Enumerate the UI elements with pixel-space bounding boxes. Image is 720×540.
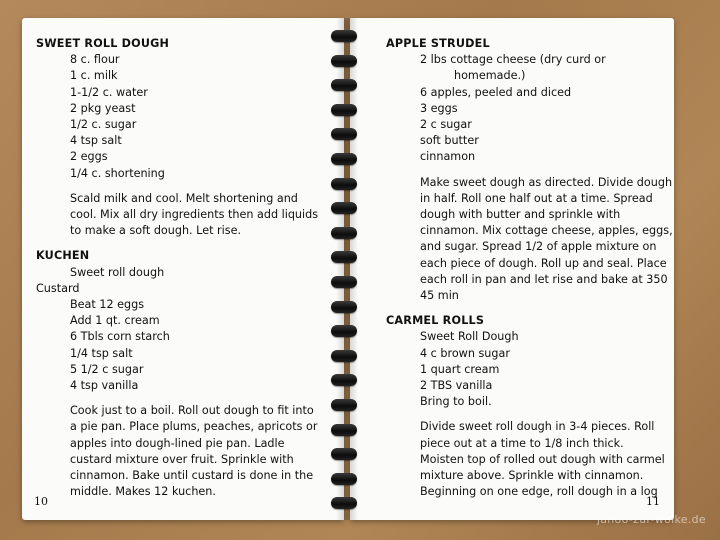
binding-coil [331, 325, 357, 337]
directions-paragraph [386, 419, 666, 500]
ingredient-line: 1 quart cream [420, 362, 500, 376]
direction-line: each piece of dough. Roll up and seal. Place [420, 256, 667, 270]
direction-line: dough with butter and sprinkle with [420, 208, 621, 222]
ingredient-line: 1/4 c. shortening [70, 166, 165, 180]
ingredient-line: 2 c sugar [420, 118, 472, 132]
direction-line: cinnamon. Bake until custard is done in the [70, 469, 314, 483]
recipe-title-sweet-roll-dough: SWEET ROLL DOUGH [36, 37, 170, 50]
direction-line: cinnamon. Mix cottage cheese, apples, eggs, [420, 224, 673, 238]
binding-coil [331, 202, 357, 214]
left-page [22, 18, 344, 520]
ingredient-line: 1/4 tsp salt [70, 346, 133, 360]
binding-coil [331, 227, 357, 239]
direction-line: Beginning on one edge, roll dough in a log [420, 485, 658, 499]
ingredient-line: 5 1/2 c sugar [70, 362, 144, 376]
binding-coil [331, 128, 357, 140]
ingredient-line: 2 pkg yeast [70, 101, 136, 115]
ingredient-line: Add 1 qt. cream [70, 314, 160, 328]
ingredient-line: 1 c. milk [70, 69, 118, 83]
right-page [350, 18, 674, 520]
ingredient-line: 4 tsp salt [70, 134, 122, 148]
directions-paragraph [36, 403, 336, 500]
ingredient-line: 2 lbs cottage cheese (dry curd or [420, 53, 606, 67]
ingredient-line: 2 TBS vanilla [420, 379, 493, 393]
directions-paragraph [386, 175, 673, 305]
binding-coil [331, 251, 357, 263]
binding-coil [331, 104, 357, 116]
ingredient-line: 4 tsp vanilla [70, 379, 139, 393]
ingredient-list [36, 297, 336, 394]
subheading-custard: Custard [36, 281, 80, 295]
binding-coil [331, 350, 357, 362]
ingredient-line: Beat 12 eggs [70, 298, 145, 312]
direction-line: piece out at a time to 1/8 inch thick. [420, 436, 624, 450]
direction-line: each roll in pan and let rise and bake at 350 [420, 272, 668, 286]
ingredient-line: homemade.) [454, 69, 526, 83]
binding-coil [331, 424, 357, 436]
direction-line: 45 min [420, 289, 459, 303]
ingredient-line: 6 Tbls corn starch [70, 330, 170, 344]
direction-line: Divide sweet roll dough in 3-4 pieces. Roll [420, 420, 655, 434]
binding-coil [331, 153, 357, 165]
directions-paragraph [36, 191, 336, 240]
direction-line: to make a soft dough. Let rise. [70, 224, 242, 238]
binding-coil [331, 30, 357, 42]
ingredient-line: Sweet Roll Dough [420, 330, 519, 344]
direction-line: custard mixture over fruit. Sprinkle with [70, 452, 294, 466]
ingredient-line: 4 c brown sugar [420, 346, 510, 360]
ingredient-line: 3 eggs [420, 101, 458, 115]
ingredient-line: 1-1/2 c. water [70, 85, 148, 99]
ingredient-list [386, 329, 666, 410]
direction-line: and sugar. Spread 1/2 of apple mixture on [420, 240, 657, 254]
direction-line: Scald milk and cool. Melt shortening and [70, 191, 298, 205]
direction-line: cool. Mix all dry ingredients then add liquids [70, 208, 319, 222]
watermark: janoo-zur-wolke.de [596, 513, 706, 526]
ingredient-line: 6 apples, peeled and diced [420, 85, 572, 99]
ingredient-line: Bring to boil. [420, 395, 492, 409]
ingredient-list [386, 52, 666, 165]
base-ingredient: Sweet roll dough [70, 265, 165, 279]
ingredient-line: cinnamon [420, 150, 476, 164]
binding-coil [331, 374, 357, 386]
binding-coil [331, 473, 357, 485]
direction-line: apples into dough-lined pie pan. Ladle [70, 436, 285, 450]
binding-coil [331, 178, 357, 190]
recipe-title-carmel-rolls: CARMEL ROLLS [386, 314, 485, 328]
page-number: 10 [34, 495, 48, 508]
ingredient-line: 1/2 c. sugar [70, 118, 137, 132]
binding-coil [331, 399, 357, 411]
direction-line: middle. Makes 12 kuchen. [70, 485, 216, 499]
ingredient-line: 8 c. flour [70, 53, 120, 67]
page-number: 11 [646, 495, 660, 508]
direction-line: Make sweet dough as directed. Divide dough [420, 175, 673, 189]
spiral-binding [331, 22, 365, 522]
direction-line: Moisten top of rolled out dough with carmel [420, 452, 665, 466]
direction-line: Cook just to a boil. Roll out dough to fit into [70, 404, 314, 418]
binding-coil [331, 448, 357, 460]
direction-line: in half. Roll one half out at a time. Spread [420, 191, 653, 205]
direction-line: mixture above. Sprinkle with cinnamon. [420, 469, 644, 483]
binding-coil [331, 276, 357, 288]
ingredient-list [36, 52, 336, 182]
binding-coil [331, 55, 357, 67]
recipe-title-kuchen: KUCHEN [36, 249, 90, 263]
recipe-title-apple-strudel: APPLE STRUDEL [386, 37, 490, 50]
binding-coil [331, 497, 357, 509]
left-page-content [36, 36, 336, 500]
right-page-content [386, 36, 673, 500]
binding-coil [331, 79, 357, 91]
ingredient-line: 2 eggs [70, 150, 108, 164]
binding-coil [331, 301, 357, 313]
direction-line: a pie pan. Place plums, peaches, apricots or [70, 420, 318, 434]
ingredient-line: soft butter [420, 134, 479, 148]
